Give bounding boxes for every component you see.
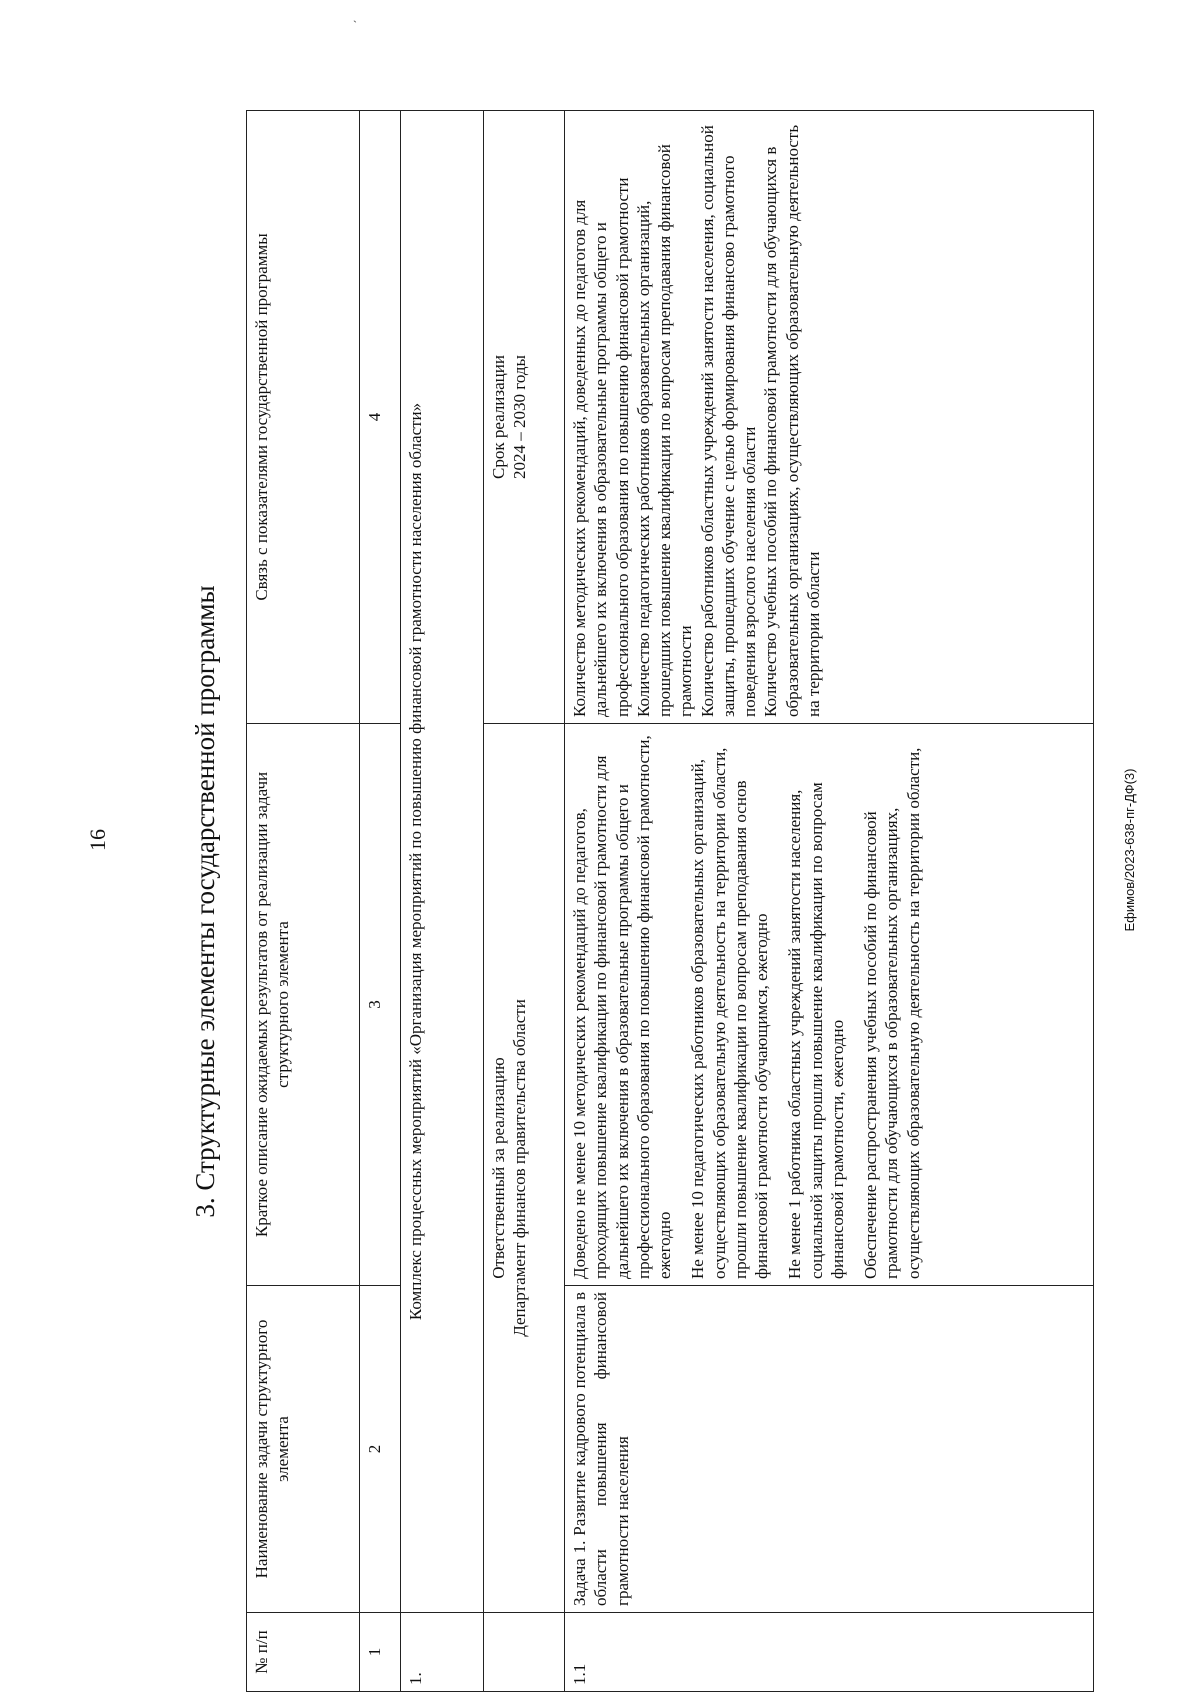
task-number: 1.1 — [565, 1613, 1094, 1692]
document-code: Ефимов/2023-638-пг-ДФ(3) — [1122, 768, 1137, 932]
responsible-value: Департамент финансов правительства области — [510, 999, 530, 1337]
result-item: Доведено не менее 10 методических рекомендаций до педагогов, проходящих повышение квалификации по финансовой грамотности для дальнейшего их включения в образовательные программы общего и профессионального образования по повышению финансовой грамотности, ежегодно — [570, 735, 674, 1279]
task-row — [565, 111, 1094, 1692]
indicator-item: Количество работников областных учреждений занятости населения, социальной защиты, прошедших обучение с целью формирования финансово грамотного поведения взрослого населения области — [697, 125, 759, 717]
column-number-1: 1 — [360, 1613, 401, 1692]
indicator-item: Количество учебных пособий по финансовой грамотности для обучающихся в образовательных организациях, осуществляющих образовательную деятельность на территории области — [761, 124, 823, 717]
task-results-cell — [565, 724, 1094, 1286]
term-value: 2024 – 2030 годы — [510, 355, 530, 479]
header-indicators: Связь с показателями государственной программы — [247, 111, 360, 724]
section-title: 3. Структурные элементы государственной программы — [190, 585, 220, 1218]
header-task-name: Наименование задачи структурного элемента — [247, 1286, 360, 1613]
task-indicators-cell — [565, 111, 1094, 724]
table-header-row — [247, 111, 360, 1692]
column-number-3: 3 — [360, 724, 401, 1286]
header-results: Краткое описание ожидаемых результатов от реализации задачи структурного элемента — [247, 724, 360, 1286]
rotated-page-content — [178, 111, 1103, 1692]
task-name: Задача 1. Развитие кадрового потенциала в области повышения финансовой грамотности населения — [565, 1286, 1094, 1613]
column-number-4: 4 — [360, 111, 401, 724]
result-item: Обеспечение распространения учебных пособий по финансовой грамотности для обучающихся в образовательных организациях, осуществляющих образовательную деятельность на территории области, — [861, 747, 923, 1279]
column-number-2: 2 — [360, 1286, 401, 1613]
page-number: 16 — [85, 829, 110, 851]
complex-title: Комплекс процессных мероприятий «Организация мероприятий по повышению финансовой грамотности населения области» — [401, 111, 484, 1613]
column-numbers-row — [360, 111, 401, 1692]
complex-row — [401, 111, 484, 1692]
responsible-row — [484, 111, 565, 1692]
indicator-item: Количество методических рекомендаций, доведенных до педагогов для дальнейшего их включения в образовательные программы общего и профессионального образования по повышению финансовой грамотности — [570, 177, 632, 717]
term-cell — [484, 111, 565, 724]
complex-number: 1. — [401, 1613, 484, 1692]
responsible-cell — [484, 724, 565, 1613]
responsible-label: Ответственный за реализацию — [489, 1057, 508, 1279]
result-item: Не менее 1 работника областных учреждений занятости населения, социальной защиты прошли повышение квалификации по вопросам финансовой грамотности, ежегодно — [785, 782, 847, 1279]
scan-artifact-mark: ˋ — [353, 18, 357, 32]
result-item: Не менее 10 педагогических работников образовательных организаций, осуществляющих образовательную деятельность на территории области, прошли повышение квалификации по вопросам преподавания основ финансовой грамотности обучающимся, ежегодно — [688, 747, 771, 1279]
header-number: № п/п — [247, 1613, 360, 1692]
structural-elements-table — [246, 110, 1094, 1692]
indicator-item: Количество педагогических работников образовательных организаций, прошедших повышение квалификации по вопросам преподавания финансовой грамотности — [633, 144, 696, 717]
term-label: Срок реализации — [489, 355, 508, 479]
responsible-empty-cell — [484, 1613, 565, 1692]
